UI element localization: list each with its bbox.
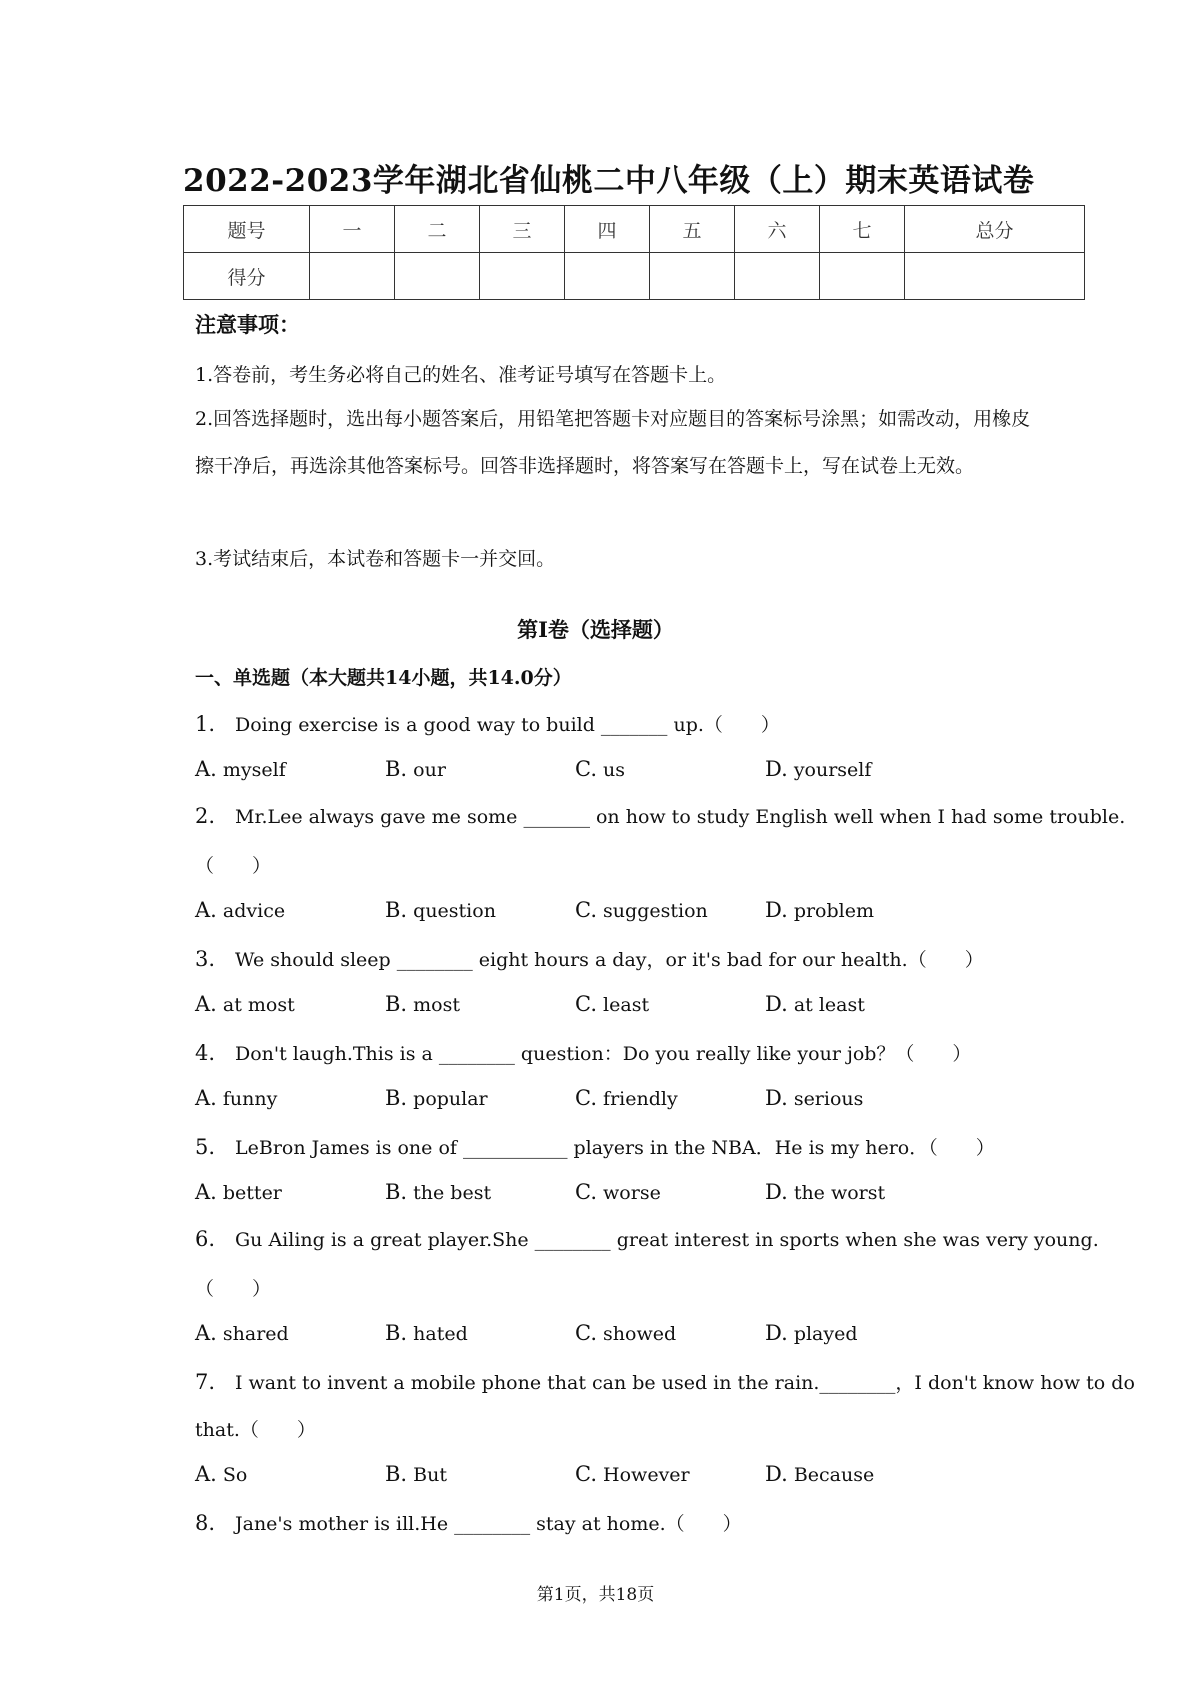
score-cell <box>905 253 1085 300</box>
option-text: advice <box>222 900 286 922</box>
option-letter: A. <box>195 1086 217 1110</box>
option-letter: A. <box>195 1321 217 1345</box>
question-number: 1. <box>195 712 216 736</box>
score-row-label: 得分 <box>184 253 310 300</box>
score-cell <box>565 253 650 300</box>
option-b[interactable] <box>385 898 496 922</box>
question-text: Doing exercise is a good way to build _______ up.（ ） <box>235 714 780 736</box>
option-a[interactable] <box>195 992 295 1016</box>
option-letter: C. <box>575 1180 597 1204</box>
option-a[interactable] <box>195 757 286 781</box>
question-text: I want to invent a mobile phone that can be used in the rain.________，I don't know how to do <box>235 1372 1135 1394</box>
option-letter: D. <box>765 992 788 1016</box>
score-table-score-row <box>184 253 1085 300</box>
options-row <box>195 757 1055 785</box>
option-b[interactable] <box>385 992 460 1016</box>
question-continuation: （ ） <box>195 1278 272 1300</box>
option-c[interactable] <box>575 1462 690 1486</box>
question-text: LeBron James is one of ___________ players in the NBA．He is my hero．（ ） <box>235 1137 995 1159</box>
option-c[interactable] <box>575 992 649 1016</box>
question-text: We should sleep ________ eight hours a day，or it's bad for our health.（ ） <box>235 949 984 971</box>
score-header-cell: 一 <box>310 206 395 253</box>
option-letter: B. <box>385 992 408 1016</box>
option-letter: D. <box>765 898 788 922</box>
section-title: 第Ⅰ卷（选择题） <box>517 617 674 642</box>
option-text: showed <box>603 1323 677 1345</box>
notice-item: 1.答卷前，考生务必将自己的姓名、准考证号填写在答题卡上。 <box>195 364 727 386</box>
option-text: question <box>413 900 496 922</box>
option-letter: B. <box>385 1086 408 1110</box>
option-letter: D. <box>765 1180 788 1204</box>
question <box>195 710 1055 737</box>
option-letter: C. <box>575 1462 597 1486</box>
option-c[interactable] <box>575 1321 676 1345</box>
option-letter: D. <box>765 757 788 781</box>
option-letter: A. <box>195 898 217 922</box>
notice-item: 2.回答选择题时，选出每小题答案后，用铅笔把答题卡对应题目的答案标号涂黑；如需改动，用橡皮擦干净后，再选涂其他答案标号。回答非选择题时，将答案写在答题卡上，写在试卷上无效。 <box>195 408 1031 477</box>
options-row <box>195 1086 1055 1114</box>
option-letter: A. <box>195 1462 217 1486</box>
question-continuation: （ ） <box>195 855 272 877</box>
option-text: least <box>603 994 650 1016</box>
option-letter: C. <box>575 1321 597 1345</box>
question-text: Jane's mother is ill.He ________ stay at home.（ ） <box>235 1513 742 1535</box>
question-number: 8. <box>195 1511 216 1535</box>
option-d[interactable] <box>765 1086 863 1110</box>
question-continuation: that.（ ） <box>195 1419 316 1441</box>
option-text: us <box>603 759 626 781</box>
question-number: 6. <box>195 1227 216 1251</box>
option-letter: A. <box>195 757 217 781</box>
question-number: 5. <box>195 1135 216 1159</box>
notice-title: 注意事项： <box>195 312 300 337</box>
question-number: 7. <box>195 1370 216 1394</box>
question <box>195 804 1126 828</box>
option-a[interactable] <box>195 1180 282 1204</box>
option-c[interactable] <box>575 1086 678 1110</box>
option-a[interactable] <box>195 1086 277 1110</box>
option-a[interactable] <box>195 1321 289 1345</box>
question-text: Gu Ailing is a great player.She ________ great interest in sports when she was very young. <box>235 1229 1099 1251</box>
option-text: However <box>603 1464 690 1486</box>
score-table <box>183 205 1085 300</box>
option-d[interactable] <box>765 898 874 922</box>
option-letter: C. <box>575 898 597 922</box>
option-text: popular <box>413 1088 488 1110</box>
question-number: 2. <box>195 804 216 828</box>
score-table-header-row <box>184 206 1085 253</box>
option-c[interactable] <box>575 898 708 922</box>
option-text: most <box>413 994 460 1016</box>
score-header-cell: 六 <box>735 206 820 253</box>
score-cell <box>395 253 480 300</box>
option-text: myself <box>222 759 286 781</box>
option-b[interactable] <box>385 757 446 781</box>
question <box>195 1368 1135 1395</box>
option-letter: A. <box>195 1180 217 1204</box>
option-text: at most <box>222 994 295 1016</box>
options-row <box>195 1321 1055 1349</box>
option-d[interactable] <box>765 1321 858 1345</box>
option-text: at least <box>793 994 865 1016</box>
option-text: our <box>413 759 446 781</box>
option-letter: B. <box>385 1462 408 1486</box>
option-b[interactable] <box>385 1086 488 1110</box>
score-header-cell: 七 <box>820 206 905 253</box>
score-cell <box>820 253 905 300</box>
option-letter: B. <box>385 1321 408 1345</box>
option-letter: D. <box>765 1086 788 1110</box>
option-b[interactable] <box>385 1462 447 1486</box>
option-a[interactable] <box>195 898 285 922</box>
notice-item: 3.考试结束后，本试卷和答题卡一并交回。 <box>195 548 556 570</box>
option-text: worse <box>603 1182 661 1204</box>
question <box>195 945 1055 972</box>
score-cell <box>480 253 565 300</box>
score-header-cell: 五 <box>650 206 735 253</box>
score-header-cell: 二 <box>395 206 480 253</box>
option-d[interactable] <box>765 1180 885 1204</box>
page-footer: 第1页，共18页 <box>536 1585 655 1605</box>
score-cell <box>735 253 820 300</box>
option-text: hated <box>413 1323 468 1345</box>
score-header-cell: 四 <box>565 206 650 253</box>
option-letter: C. <box>575 1086 597 1110</box>
option-letter: D. <box>765 1462 788 1486</box>
exam-title: 2022-2023学年湖北省仙桃二中八年级（上）期末英语试卷 <box>183 163 1035 199</box>
option-letter: B. <box>385 898 408 922</box>
option-text: the worst <box>793 1182 886 1204</box>
option-letter: C. <box>575 757 597 781</box>
option-d[interactable] <box>765 992 865 1016</box>
question <box>195 1133 1055 1160</box>
score-header-cell: 题号 <box>184 206 310 253</box>
option-letter: D. <box>765 1321 788 1345</box>
option-text: shared <box>222 1323 289 1345</box>
option-text: better <box>222 1182 282 1204</box>
score-header-cell: 三 <box>480 206 565 253</box>
option-letter: A. <box>195 992 217 1016</box>
option-letter: C. <box>575 992 597 1016</box>
score-header-cell: 总分 <box>905 206 1085 253</box>
option-text: yourself <box>793 759 872 781</box>
option-text: But <box>413 1464 447 1486</box>
option-b[interactable] <box>385 1321 468 1345</box>
question <box>195 1509 1055 1536</box>
option-text: So <box>222 1464 248 1486</box>
score-cell <box>650 253 735 300</box>
option-letter: B. <box>385 1180 408 1204</box>
options-row <box>195 992 1055 1020</box>
question <box>195 1227 1099 1251</box>
question <box>195 1039 1055 1066</box>
option-text: suggestion <box>603 900 708 922</box>
part-title: 一、单选题（本大题共14小题，共14.0分） <box>195 667 572 689</box>
score-cell <box>310 253 395 300</box>
options-row <box>195 1180 1055 1208</box>
option-text: the best <box>413 1182 492 1204</box>
option-text: played <box>793 1323 858 1345</box>
question-text: Mr.Lee always gave me some _______ on how to study English well when I had some trouble. <box>235 806 1126 828</box>
option-a[interactable] <box>195 1462 247 1486</box>
question-number: 4. <box>195 1041 216 1065</box>
options-row <box>195 898 1055 926</box>
option-letter: B. <box>385 757 408 781</box>
option-text: friendly <box>603 1088 678 1110</box>
question-number: 3. <box>195 947 216 971</box>
option-text: funny <box>222 1088 278 1110</box>
option-d[interactable] <box>765 1462 874 1486</box>
option-b[interactable] <box>385 1180 491 1204</box>
option-text: Because <box>793 1464 875 1486</box>
option-c[interactable] <box>575 757 625 781</box>
question-text: Don't laugh.This is a ________ question：Do you really like your job？（ ） <box>235 1043 972 1065</box>
option-c[interactable] <box>575 1180 661 1204</box>
option-text: serious <box>793 1088 864 1110</box>
option-text: problem <box>793 900 874 922</box>
options-row <box>195 1462 1055 1490</box>
option-d[interactable] <box>765 757 871 781</box>
